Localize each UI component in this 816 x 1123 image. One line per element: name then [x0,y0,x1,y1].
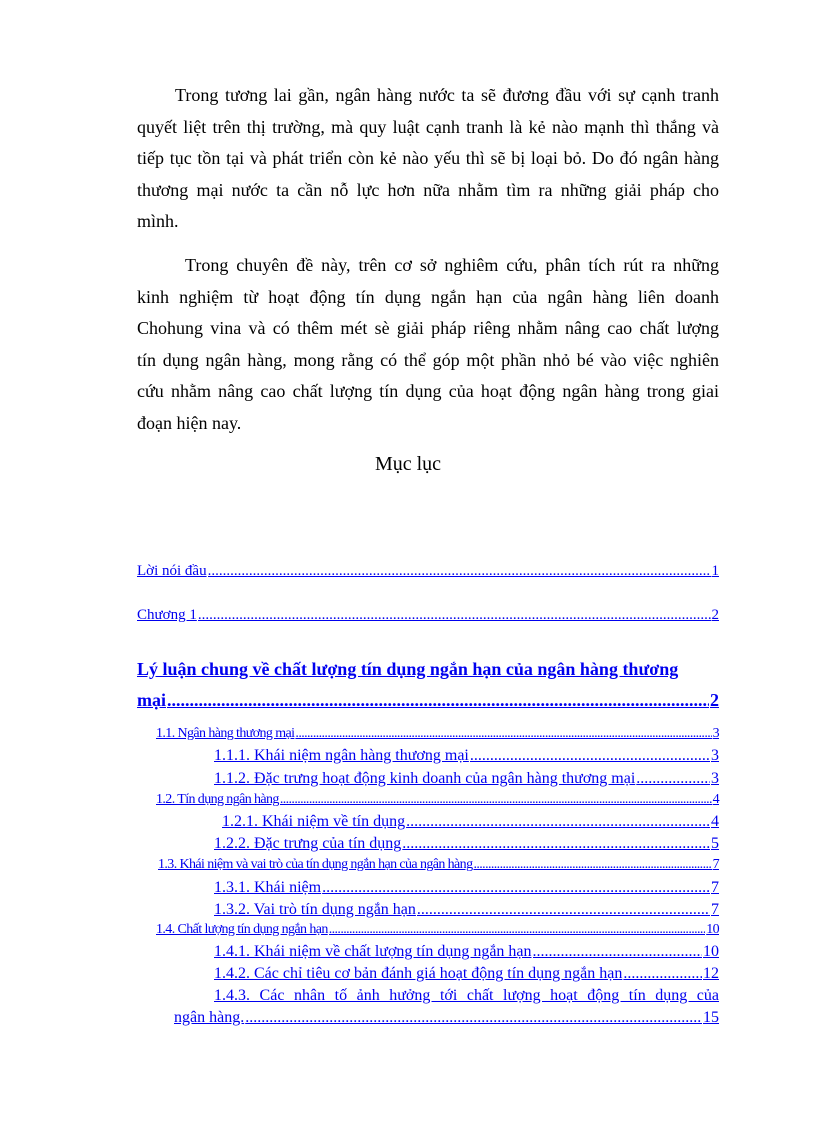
text-line: kinh nghiệm từ hoạt động tín dụng ngắn hạn của ngân hàng liên doanh [137,286,719,307]
intro-paragraph-2 [137,250,719,439]
toc-entry-page: 3 [711,747,719,764]
toc-entry-page: 2 [710,690,719,710]
toc-entry-1-1-1[interactable] [214,747,719,765]
toc-entry-label: Chương 1 [137,607,197,623]
toc-leader-dots [280,792,712,808]
toc-entry-label: 1.2.1. Khái niệm về tín dụng [222,813,406,830]
toc-entry-1-2[interactable] [156,792,719,808]
toc-entry-page: 10 [703,943,719,960]
toc-entry-label: 1.3. Khái niệm và vai trò của tín dụng ngắn hạn của ngân hàng [158,857,473,872]
toc-entry-1-1-2[interactable] [214,770,719,788]
text-line: mình. [137,211,179,231]
toc-entry-page: 4 [712,792,719,807]
toc-entry-label: mại [137,690,166,710]
toc-leader-dots [198,607,711,624]
toc-leader-dots [245,1009,702,1027]
toc-entry-page: 7 [711,879,719,896]
toc-entry-page: 3 [712,726,719,741]
toc-leader-dots [406,813,710,831]
text-line: Trong chuyên đề này, trên cơ sở nghiêm cứu, phân tích rút ra những [185,255,719,275]
toc-leader-dots [322,879,710,897]
toc-leader-dots [295,726,711,742]
toc-entry-1-4-3[interactable] [174,1009,719,1027]
text-line: tín dụng ngân hàng, mong rằng có thể góp một phần nhỏ bé vào việc nghiên [137,349,719,370]
toc-entry-1-4-3-line1[interactable] [214,987,719,1005]
toc-entry-label: 1.4.2. Các chỉ tiêu cơ bản đánh giá hoạt động tín dụng ngắn hạn [214,965,623,982]
toc-leader-dots [470,747,710,765]
text-line: Chohung vina và có thêm mét sè giải pháp riêng nhằm nâng cao chất lượng [137,318,719,338]
intro-paragraph-1 [137,80,719,238]
toc-entry-label: 1.2. Tín dụng ngân hàng [156,792,279,807]
toc-leader-dots [636,770,710,788]
text-line: tiếp tục tồn tại và phát triển còn kẻ nào yếu thì sẽ bị loại bỏ. Do đó ngân hàng [137,148,719,168]
toc-entry-page: 15 [703,1009,719,1026]
toc-entry-page: 10 [706,922,719,937]
toc-title: Mục lục [374,453,442,475]
toc-leader-dots [533,943,702,961]
text-line: đoạn hiện nay. [137,412,242,433]
toc-entry-label: 1.1.2. Đặc trưng hoạt động kinh doanh của ngân hàng thương mại [214,770,636,787]
text-line: quyết liệt trên thị trường, mà quy luật cạnh tranh là kẻ nào mạnh thì thắng và [137,116,719,137]
toc-entry-page: 3 [711,770,719,787]
toc-leader-dots [208,563,711,580]
toc-entry-label: 1.1. Ngân hàng thương mại [156,726,295,741]
toc-leader-dots [473,857,711,873]
toc-leader-dots [167,690,709,711]
toc-leader-dots [402,835,710,853]
toc-entry-page: 7 [712,857,719,872]
toc-leader-dots [623,965,702,983]
toc-entry-1-3-2[interactable] [214,901,719,919]
toc-entry-label: 1.4. Chất lượng tín dụng ngắn hạn [156,922,328,937]
toc-entry-1-4-1[interactable] [214,943,719,961]
text-line: thương mại nước ta cần nỗ lực hơn nữa nhằm tìm ra những giải pháp cho [137,179,719,200]
text-line: Trong tương lai gần, ngân hàng nước ta sẽ đương đầu với sự cạnh tranh [175,85,719,105]
toc-leader-dots [329,922,705,938]
toc-entry-label: ngân hàng. [174,1009,245,1026]
toc-entry-label: 1.4.3. Các nhân tố ảnh hưởng tới chất lượng hoạt động tín dụng của [214,987,719,1004]
toc-entry-page: 7 [711,901,719,918]
toc-entry-1-4-2[interactable] [214,965,719,983]
toc-entry-label: 1.1.1. Khái niệm ngân hàng thương mại [214,747,469,764]
toc-entry-page: 1 [711,563,719,579]
toc-entry-1-2-2[interactable] [214,835,719,853]
toc-leader-dots [417,901,710,919]
toc-entry-loi-noi-dau[interactable] [137,563,719,580]
toc-entry-page: 4 [711,813,719,830]
toc-entry-label: Lời nói đầu [137,563,207,579]
toc-entry-chuong-1[interactable] [137,607,719,624]
toc-entry-1-3-1[interactable] [214,879,719,897]
toc-entry-label: 1.2.2. Đặc trưng của tín dụng [214,835,402,852]
toc-entry-1-1[interactable] [156,726,719,742]
toc-entry-label: Lý luận chung về chất lượng tín dụng ngắn hạn của ngân hàng thương [137,659,679,679]
text-line: cứu nhằm nâng cao chất lượng tín dụng của hoạt động ngân hàng trong giai [137,381,719,401]
toc-entry-label: 1.4.1. Khái niệm về chất lượng tín dụng ngắn hạn [214,943,532,960]
toc-entry-1-4[interactable] [156,922,719,938]
toc-entry-label: 1.3.1. Khái niệm [214,879,322,896]
toc-entry-ly-luan-chung-line1[interactable] [137,659,719,680]
toc-entry-1-3[interactable] [158,857,719,873]
toc-entry-label: 1.3.2. Vai trò tín dụng ngắn hạn [214,901,416,918]
toc-entry-page: 2 [711,607,719,623]
toc-entry-page: 12 [703,965,719,982]
toc-entry-ly-luan-chung[interactable] [137,690,719,711]
toc-entry-page: 5 [711,835,719,852]
toc-entry-1-2-1[interactable] [222,813,719,831]
